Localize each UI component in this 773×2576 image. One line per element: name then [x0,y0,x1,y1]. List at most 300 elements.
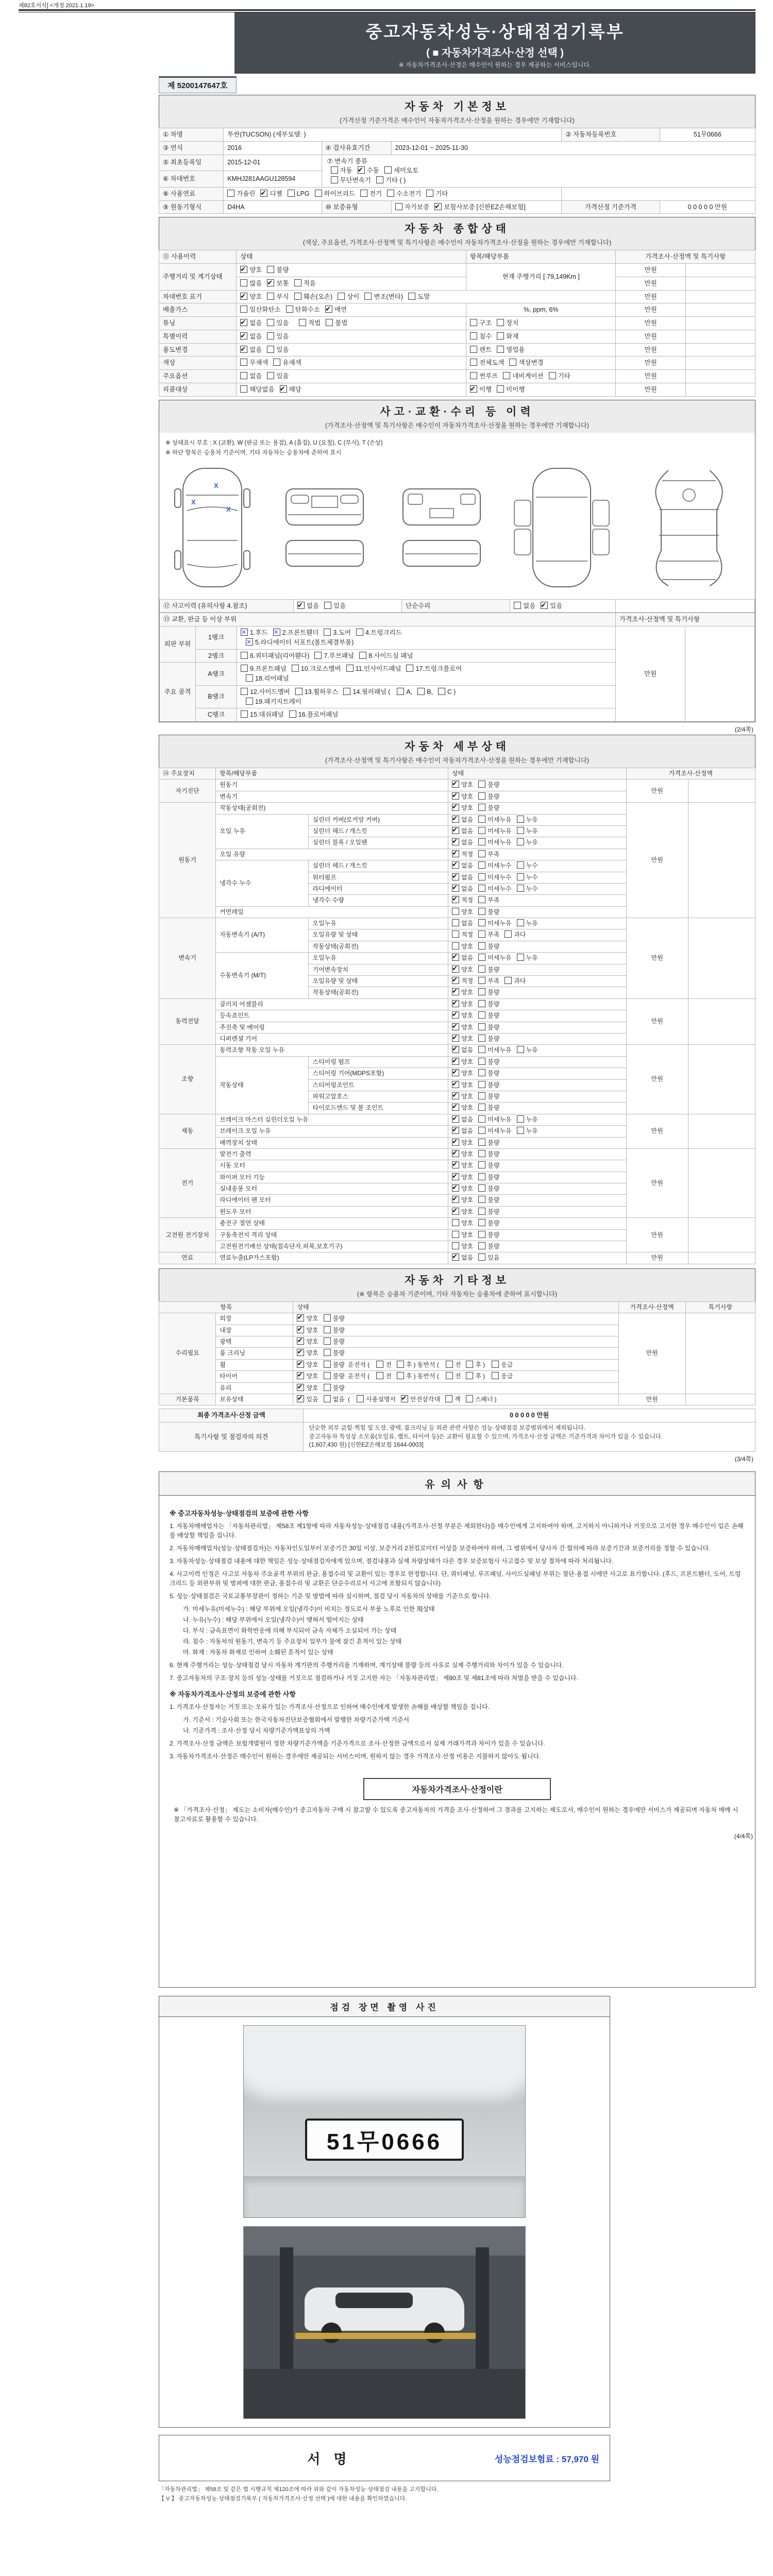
checkbox-label: 침수 [479,332,492,340]
checkbox [478,988,485,995]
cell [685,330,755,343]
cell: 룸 크리닝 [216,1348,293,1359]
checkbox-label: 구조 [479,319,492,327]
document-body [159,12,755,2503]
notice-block-heading: ※ 자동차가격조사·산정의 보증에 관한 사항 [170,1690,296,1699]
checkbox [517,827,524,834]
checkbox-label: 없음 [461,873,474,881]
cell [448,1148,626,1160]
notice-subitem: 다. 부식 : 금속표면이 화학반응에 의해 부식되어 금속 자체가 소실되어 가는 상태 [183,1627,397,1635]
cell: 현재 주행거리 [ 79,149Km ] [466,264,616,291]
checkbox [452,873,459,880]
checkbox-label: 18.리어패널 [255,675,289,682]
cell [448,987,626,998]
notice-body [159,1496,755,1769]
checkbox-label: 세미오토 [393,167,419,175]
checkbox-label: 네비게이션 [512,372,544,380]
checkbox-label: 있음 [550,602,563,609]
checkbox [241,665,248,672]
text-segment: 단순한 외부 긁힘·찍힘 및 도장, 광택, 룸크리닝 등 외관 관련 사항은 성능·상태점검 보증범위에서 제외됩니다. [309,1425,585,1432]
checkbox [478,827,485,834]
text-segment: 운전석 ( [346,1372,370,1380]
checkbox [466,1372,473,1379]
cell: 스티어링 펌프 [309,1056,448,1067]
checkbox-label: 5.라디에이터 서포트(볼트체결부품) [255,638,354,646]
checkbox [343,688,350,695]
checkbox-label: 양호 [461,965,474,973]
checkbox-label: 부족 [488,896,500,904]
checkbox [267,372,274,379]
checkbox [297,1337,304,1345]
checkbox [324,1372,331,1379]
checkbox-label: 변조(변타) [374,293,403,300]
checkbox [452,1069,459,1076]
checkbox [541,602,548,609]
section-title: 자동차 세부상태 [405,741,510,753]
checkbox [356,629,363,636]
checkbox [240,306,247,313]
checkbox-label: 누유 [526,827,538,835]
cell: 실린더 헤드 / 개스킷 [309,825,448,837]
checkbox-label: 미이행 [506,385,525,393]
checkbox-label: 없음 [332,1395,345,1403]
cell [466,357,616,370]
cell [448,953,626,964]
checkbox-label: 미세누유 [488,1115,512,1123]
checkbox-label: 수소전기 [396,190,422,197]
checkbox-label: 미세누유 [488,839,512,846]
signature-label: 서명 [307,2451,360,2467]
checkbox [358,166,365,174]
checkbox [292,665,299,672]
cell: 만원 [616,290,685,303]
checkbox [492,1372,499,1379]
checkbox [299,319,306,326]
cell [685,1313,755,1394]
section-title: 자동차 종합상태 [405,223,510,235]
checkbox [478,1011,485,1019]
cell: 수동변속기 (M/T) [216,953,309,999]
cell [688,1114,755,1148]
notice-item: 6. 현재 주행거리는 성능·상태점검 당시 자동차 계기판의 주행거리를 기재하며, 계기상태 불량 등의 사유로 실제 주행거리와 차이가 있을 수 있습니다. [170,1662,564,1669]
checkbox [478,1092,485,1099]
checkbox [452,1011,459,1019]
cell [448,964,626,975]
checkbox [470,332,477,340]
checkbox-label: 누수 [526,873,538,881]
section-accident-header [159,400,755,433]
cell [448,1114,626,1125]
cell: 차대번호 표기 [159,290,237,303]
cell [304,1422,755,1452]
cell: 실린더 블록 / 오일팬 [309,837,448,849]
checkbox-label: 유채색 [282,359,301,367]
cell: 상태 [237,250,466,264]
notice-title: 유의사항 [159,1472,755,1496]
checkbox [503,372,510,379]
checkbox-label: 양호 [306,1384,318,1392]
checkbox-label: 양호 [461,1243,474,1250]
cell [448,1103,626,1114]
cell: 단순수리 [402,599,510,613]
checkbox-label: 15.대쉬패널 [250,711,284,719]
checkbox-label: C [447,688,452,696]
checkbox-label: 양호 [461,1012,474,1020]
cell [448,1206,626,1217]
checkbox-label: 양호 [461,1035,474,1042]
misc-table [159,1301,755,1406]
exchange-mark-hood: X [226,505,231,513]
cell: 가격조사·산정액 [626,768,755,779]
text-segment: ( [346,1395,350,1403]
detail-state-table [159,768,755,1264]
checkbox-label: 불량 [488,1185,500,1193]
checkbox [297,1326,304,1333]
section-basic-header [159,95,755,128]
checkbox-label: 3.도어 [333,629,351,636]
checkbox-label: 불량 [488,965,500,973]
cell [448,1079,626,1091]
cell: KMHJ281AAGU128594 [224,171,322,188]
cell [237,663,616,686]
cell: 만원 [618,1394,685,1405]
notice-item: 1. 자동차매매업자는 「자동차관리법」 제58조 제1항에 따라 자동차성능·상태점검 내용(가격조사·산정 부분은 제외한다)을 매수인에게 고지하여야 하며, 고지하지 아니하거나 거짓으로 고지한 경우 매수인이 입은 손해를 배상할 책임을 집니다. [170,1522,744,1539]
cell: ⑩ 보증유형 [322,200,391,214]
checkbox [452,919,459,926]
checkbox-label: 17.트렁크플로어 [415,665,462,673]
checkbox [470,359,477,366]
checkbox [452,1173,459,1180]
checkbox-label: 불량 [488,1196,500,1204]
checkbox-label: 불량 [488,804,500,812]
checkbox [452,1104,459,1111]
overall-state-table [159,250,755,396]
checkbox [324,1361,331,1368]
checkbox [478,1081,485,1088]
checkbox [324,629,331,636]
checkbox-label: 양호 [461,1208,474,1215]
notice-item: 3. 자동차가격조사·산정은 매수인이 원하는 경우에만 제공되는 서비스이며, 원하지 않는 경우 가격조사·산정 비용은 지불하지 않아도 됩니다. [170,1753,541,1760]
checkbox-label: 전기 [369,190,382,197]
checkbox-label: 누유 [526,1127,538,1135]
checkbox [452,781,459,788]
cell [685,357,755,370]
cell [685,626,755,722]
checkbox-label: 이행 [479,385,492,393]
checkbox [549,372,556,379]
cell [237,317,466,330]
text-segment: ) [483,1361,485,1368]
checkbox [397,1361,404,1368]
cell [466,383,616,396]
cell [448,1045,626,1056]
cell: 기어변속장치 [309,964,448,975]
checkbox-label: 미세누수 [488,862,512,870]
checkbox [478,861,485,869]
cell: 실내송풍 모터 [216,1183,448,1195]
checkbox [478,1231,485,1238]
checkbox-label: 양호 [461,1104,474,1112]
checkbox-label: 불량 [488,1035,500,1042]
checkbox-label: 안전삼각대 [410,1395,441,1403]
cell [448,918,626,929]
cell [237,343,466,357]
cell: 51무0666 [660,128,755,142]
acc12-table [159,599,755,613]
checkbox-label: 없음 [307,602,320,609]
cell: 만원 [616,317,685,330]
basic-info-table [159,128,755,214]
cell [448,1195,626,1206]
cell: ⑥ 차대번호 [159,171,224,188]
cell: 주요옵션 [159,370,237,383]
checkbox [452,1231,459,1238]
checkbox [452,804,459,811]
checkbox [478,1161,485,1168]
cell: 배출가스 [159,303,237,317]
checkbox-label: 양호 [461,1139,474,1146]
checkbox [395,203,402,210]
checkbox-label: 19.패키지트레이 [255,698,301,705]
notice-item: 1. 가격조사·산정자는 거짓 또는 오류가 있는 가격조사·산정으로 인하여 매수인에게 발생한 손해를 배상할 책임을 집니다. [170,1703,490,1711]
cell [688,1148,755,1217]
checkbox-label: 양호 [249,293,262,300]
checkbox-label: 적정 [461,896,474,904]
checkbox-label: 8.사이드실 패널 [368,652,413,659]
text-segment: ) 동반석 ( [413,1361,439,1368]
checkbox [452,954,459,961]
cell [466,317,616,330]
cell: 만원 [626,998,688,1045]
checkbox-label: 양호 [461,804,474,812]
checkbox [478,873,485,880]
checkbox-label: 적법 [308,319,321,327]
page-mark-2: (2/4쪽) [734,726,753,733]
cell: 스티어링조인트 [309,1079,448,1091]
cell [466,370,616,383]
cell: 기본품목 [159,1394,216,1405]
ranks-table [159,613,755,722]
checkbox [446,1361,453,1368]
checkbox-label: LPG [296,190,310,197]
checkbox-label: 불량 [488,1208,500,1215]
cell [448,976,626,987]
cell [448,929,626,941]
cell: 투싼(TUCSON) (세부모델: ) [224,128,562,142]
panel-rank-table [159,613,755,722]
cell: ⑨ 원동기형식 [159,200,224,214]
checkbox [240,385,247,393]
checkbox [326,319,333,326]
checkbox [408,293,415,300]
cell [685,290,755,303]
checkbox [497,385,504,393]
checkbox-label: 후 [475,1361,482,1368]
checkbox [297,1314,304,1321]
cell [391,200,562,214]
cell: 만원 [616,277,685,290]
checkbox-label: 많음 [249,279,262,287]
checkbox [478,816,485,823]
checkbox-label: 사용설명서 [366,1395,396,1403]
checkbox-label: 양호 [461,1219,474,1227]
photo-section [159,1996,610,2428]
cell [448,1022,626,1033]
cell: 주행거리 및 계기상태 [159,264,237,291]
checkbox-label: 불량 [488,1023,500,1031]
section-subtitle: (※ 항목은 승용차 기준이며, 기타 자동차는 승용차에 준하여 표시합니다) [357,1290,558,1298]
checkbox [297,1395,304,1402]
checkbox-label: 상이 [347,293,360,300]
cell: 오일유량 및 상태 [309,929,448,941]
checkbox [325,306,332,313]
checkbox [338,293,345,300]
checkbox [514,602,521,609]
footnote-line: 「자동차관리법」 제58조 및 같은 법 시행규칙 제120조에 따라 위와 같이 자동차성능·상태점검 내용을 고지합니다. [159,2486,439,2493]
checkbox [452,908,459,915]
checkbox-label: 불량 [332,1349,345,1357]
checkbox-label: 11.인사이드패널 [355,665,401,673]
checkbox-label: 일산화탄소 [249,306,281,314]
cell: 오일 누유 [216,814,309,849]
checkbox [452,942,459,950]
checkbox-label: 없음 [523,602,536,609]
checkbox [478,1139,485,1146]
checkbox-label: 누유 [526,839,538,846]
cell: 상태 [293,1301,618,1313]
checkbox-label: 양호 [461,1162,474,1170]
cell [293,1348,618,1359]
checkbox-label: 있음 [276,332,289,340]
cell: 유리 [216,1382,293,1394]
checkbox [331,176,338,183]
checkbox [434,203,442,210]
cell: 작동상태(공회전) [309,987,448,998]
exchange-mark-radiator: X [214,481,219,489]
checkbox [297,1372,304,1379]
checkbox [517,838,524,845]
diagram-note: ※ 하단 항목은 승용차 기준이며, 기타 자동차는 승용차에 준하여 표시 [165,449,342,456]
checkbox [478,1058,485,1065]
checkbox-label: 없음 [461,1115,474,1123]
checkbox-label: 없음 [461,920,474,927]
cell: 충전구 절연 상태 [216,1218,448,1229]
checkbox [452,861,459,869]
cell: 고전원전기배선 상태(접속단자,피복,보호기구) [216,1241,448,1252]
checkbox-label: 양호 [306,1326,318,1334]
checkbox [478,1069,485,1076]
checkbox-label: 미세누유 [488,827,512,835]
cell: 만원 [616,330,685,343]
state-code-legend: ※ 상태표시 부호 : X (교환), W (판금 또는 용접), A (흠집), U (요철), C (부식), T (손상) [165,439,383,446]
checkbox-label: 양호 [461,908,474,916]
checkbox [452,1115,459,1123]
checkbox-label: 색상변경 [518,359,544,367]
checkbox-label: 불량 [332,1315,345,1323]
cell [685,317,755,330]
checkbox-label: 기타 [435,190,448,197]
checkbox-label: 부족 [488,850,500,858]
checkbox-label: 탄화수소 [295,306,320,314]
checkbox-label: 무채색 [249,359,268,367]
cell: 만원 [626,1114,688,1148]
document-title: 중고자동차성능·상태점검기록부 [365,22,625,41]
cell: 만원 [616,343,685,357]
checkbox-label: 13.휠하우스 [304,688,339,696]
cell [466,343,616,357]
checkbox [241,652,248,659]
cell: ⑪ 사용이력 [159,250,237,264]
checkbox [478,1104,485,1111]
photo-section-title: 점검 장면 촬영 사진 [159,1996,610,2017]
checkbox [406,665,413,672]
checkbox [466,1361,473,1368]
checkbox [466,1395,473,1402]
checkbox-label: 누유 [526,920,538,927]
checkbox-label: 미세누유 [488,920,512,927]
checkbox-label: 없음 [249,372,262,380]
checkbox-label: 양호 [306,1337,318,1345]
cell: 0 0 0 0 0 만원 [660,200,755,214]
checkbox [517,861,524,869]
checkbox [517,1127,524,1134]
detail-table [159,768,755,1264]
checkbox [359,652,366,659]
checkbox [517,1046,524,1053]
cell: 외장 [216,1313,293,1325]
checkbox-label: 양호 [306,1361,318,1368]
section-title: 자동차 기타정보 [405,1274,510,1286]
cell [448,860,626,872]
cell: 작동상태(공회전) [216,803,448,814]
checkbox [452,885,459,892]
checkbox [297,1349,304,1356]
checkbox-label: 가솔린 [237,190,256,197]
cell: 윈도우 모터 [216,1206,448,1217]
cell [237,626,616,650]
cell: 고전원 전기장치 [159,1218,216,1252]
cell [237,370,466,383]
cell: 만원 [626,779,688,803]
cell: ⑭ 주요장치 [159,768,216,779]
car-diagrams [164,458,750,599]
checkbox-label: 양호 [461,1150,474,1158]
cell: 주요 골격 [160,663,196,722]
cell: 오일 유량 [216,849,448,860]
checkbox-label: 불량 [276,266,289,274]
checkbox-label: 14.필러패널 [352,688,387,696]
checkbox-label: 양호 [461,1023,474,1031]
checkbox [452,827,459,834]
checkbox-label: 4.트렁크리드 [365,629,402,636]
checkbox [478,804,485,811]
text-segment: ) [453,688,456,696]
checkbox [426,190,433,197]
cell [688,1045,755,1114]
cell [685,277,755,290]
cell: 특기사항 및 점검자의 의견 [159,1422,304,1452]
checkbox [438,688,445,695]
checkbox [452,792,459,800]
checkbox-label: 불량 [488,1104,500,1112]
checkbox [324,1337,331,1345]
checkbox [452,1161,459,1168]
cell [293,1325,618,1336]
cell: 오일누유 [309,918,448,929]
cell: 2랭크 [196,649,237,663]
checkbox [492,1361,499,1368]
checkbox [497,346,504,353]
